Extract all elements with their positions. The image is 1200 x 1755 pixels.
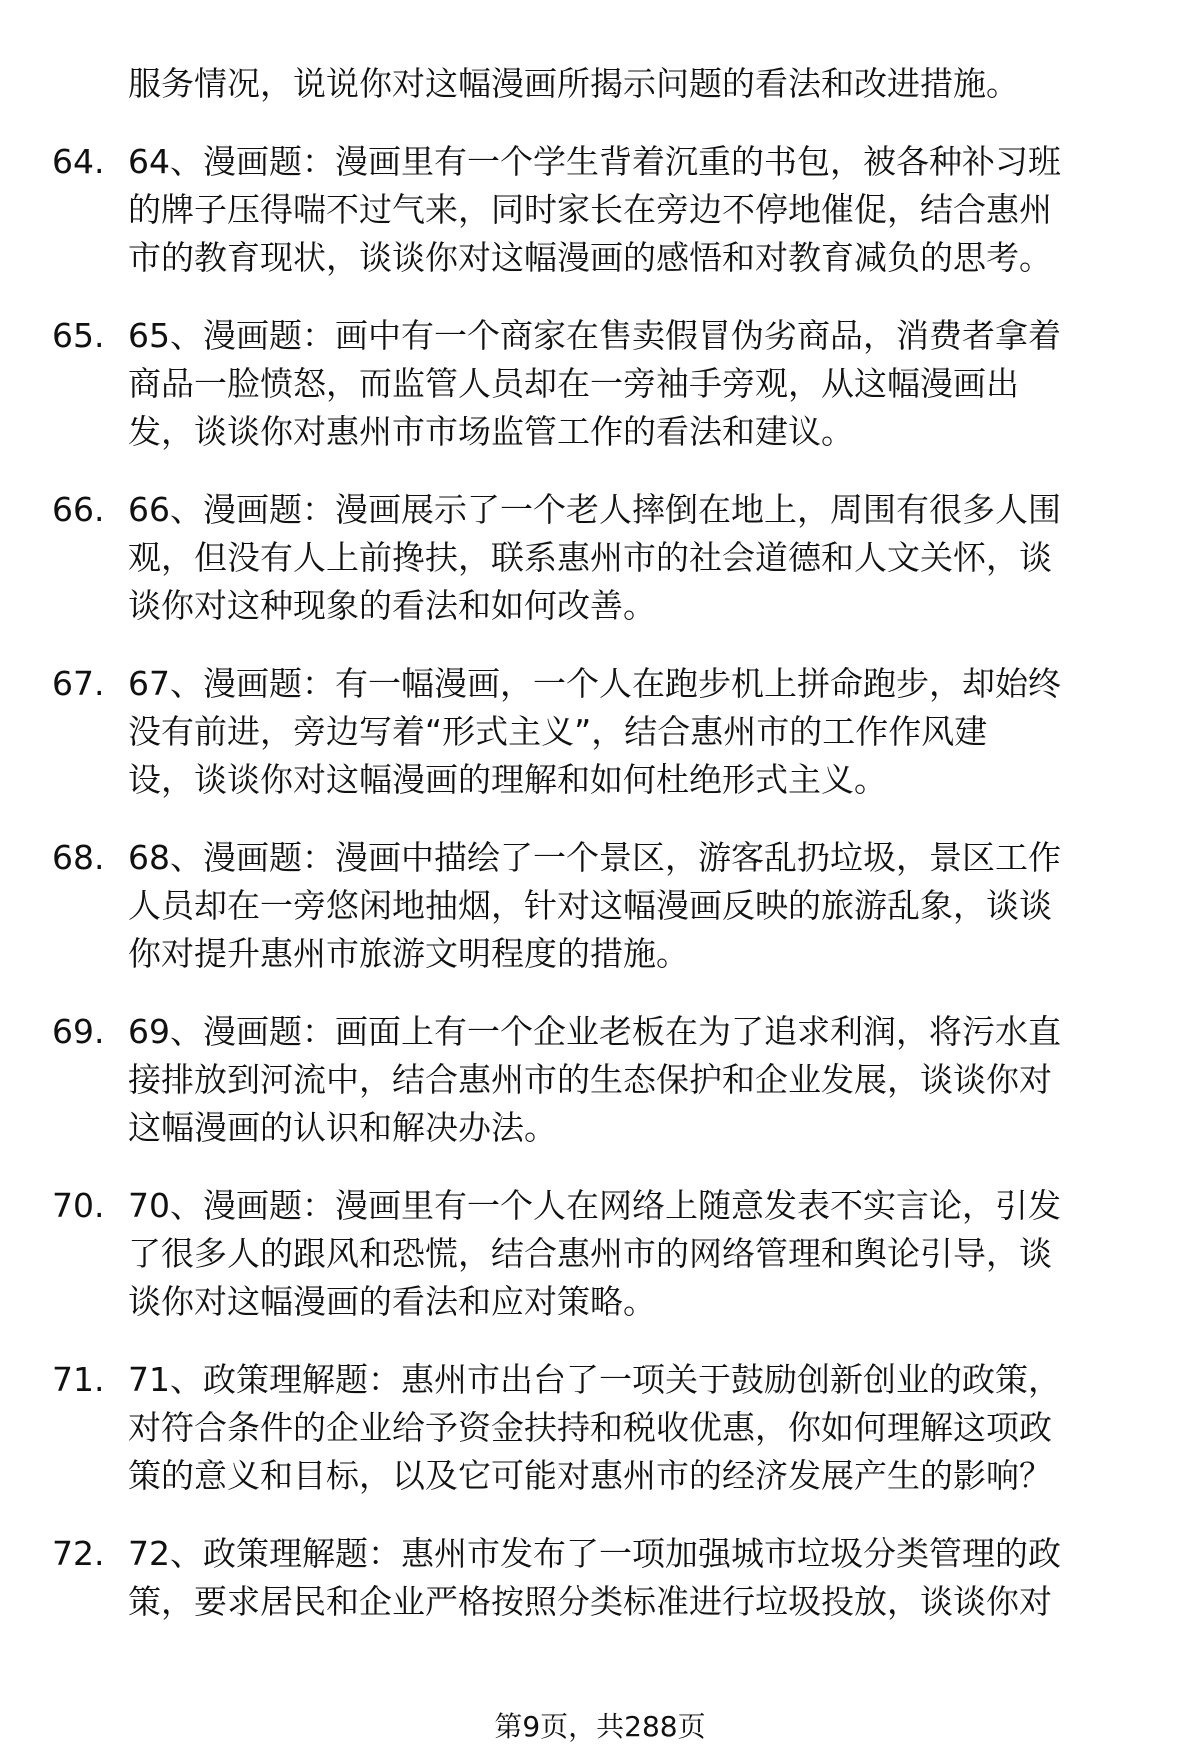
question-item (0, 1356, 1200, 1500)
question-line: 接排放到河流中，结合惠州市的生态保护和企业发展，谈谈你对 (128, 1060, 1052, 1099)
question-line: 67、漫画题：有一幅漫画，一个人在跑步机上拼命跑步，却始终 (128, 664, 1061, 703)
question-number: 70. (52, 1186, 105, 1225)
question-number: 65. (52, 316, 105, 355)
question-line: 发，谈谈你对惠州市市场监管工作的看法和建议。 (128, 412, 854, 451)
question-number: 71. (52, 1360, 105, 1399)
question-item (0, 1182, 1200, 1326)
continuation-text: 服务情况，说说你对这幅漫画所揭示问题的看法和改进措施。 (128, 64, 1019, 103)
question-line: 68、漫画题：漫画中描绘了一个景区，游客乱扔垃圾，景区工作 (128, 838, 1061, 877)
question-line: 策，要求居民和企业严格按照分类标准进行垃圾投放，谈谈你对 (128, 1582, 1052, 1621)
question-text (128, 138, 1148, 282)
question-line: 对符合条件的企业给予资金扶持和税收优惠，你如何理解这项政 (128, 1408, 1052, 1447)
question-item (0, 312, 1200, 456)
question-line: 69、漫画题：画面上有一个企业老板在为了追求利润，将污水直 (128, 1012, 1061, 1051)
question-line: 的牌子压得喘不过气来，同时家长在旁边不停地催促，结合惠州 (128, 190, 1052, 229)
question-line: 你对提升惠州市旅游文明程度的措施。 (128, 934, 689, 973)
question-number: 64. (52, 142, 105, 181)
question-list (0, 138, 1200, 1626)
question-line: 观，但没有人上前搀扶，联系惠州市的社会道德和人文关怀，谈 (128, 538, 1052, 577)
question-text (128, 660, 1148, 804)
question-line: 人员却在一旁悠闲地抽烟，针对这幅漫画反映的旅游乱象，谈谈 (128, 886, 1052, 925)
question-line: 72、政策理解题：惠州市发布了一项加强城市垃圾分类管理的政 (128, 1534, 1061, 1573)
question-item (0, 1530, 1200, 1626)
question-item (0, 486, 1200, 630)
question-line: 谈你对这种现象的看法和如何改善。 (128, 586, 656, 625)
question-line: 65、漫画题：画中有一个商家在售卖假冒伪劣商品，消费者拿着 (128, 316, 1061, 355)
question-line: 71、政策理解题：惠州市出台了一项关于鼓励创新创业的政策， (128, 1360, 1061, 1399)
question-line: 64、漫画题：漫画里有一个学生背着沉重的书包，被各种补习班 (128, 142, 1061, 181)
question-line: 这幅漫画的认识和解决办法。 (128, 1108, 557, 1147)
question-text (128, 834, 1148, 978)
question-number: 72. (52, 1534, 105, 1573)
question-text (128, 1356, 1148, 1500)
question-number: 67. (52, 664, 105, 703)
question-line: 了很多人的跟风和恐慌，结合惠州市的网络管理和舆论引导，谈 (128, 1234, 1052, 1273)
page-number: 第9页，共288页 (494, 1710, 706, 1743)
question-line: 谈你对这幅漫画的看法和应对策略。 (128, 1282, 656, 1321)
question-item (0, 660, 1200, 804)
question-line: 策的意义和目标，以及它可能对惠州市的经济发展产生的影响？ (128, 1456, 1052, 1495)
question-number: 68. (52, 838, 105, 877)
question-line: 没有前进，旁边写着“形式主义”，结合惠州市的工作作风建 (128, 712, 988, 751)
question-text (128, 1530, 1148, 1626)
question-line: 市的教育现状，谈谈你对这幅漫画的感悟和对教育减负的思考。 (128, 238, 1052, 277)
question-number: 69. (52, 1012, 105, 1051)
question-line: 商品一脸愤怒，而监管人员却在一旁袖手旁观，从这幅漫画出 (128, 364, 1019, 403)
question-item (0, 834, 1200, 978)
question-text (128, 486, 1148, 630)
question-item (0, 1008, 1200, 1152)
question-line: 66、漫画题：漫画展示了一个老人摔倒在地上，周围有很多人围 (128, 490, 1061, 529)
question-line: 设，谈谈你对这幅漫画的理解和如何杜绝形式主义。 (128, 760, 887, 799)
question-text (128, 312, 1148, 456)
question-line: 70、漫画题：漫画里有一个人在网络上随意发表不实言论，引发 (128, 1186, 1061, 1225)
question-item (0, 138, 1200, 282)
question-text (128, 1182, 1148, 1326)
question-number: 66. (52, 490, 105, 529)
question-text (128, 1008, 1148, 1152)
